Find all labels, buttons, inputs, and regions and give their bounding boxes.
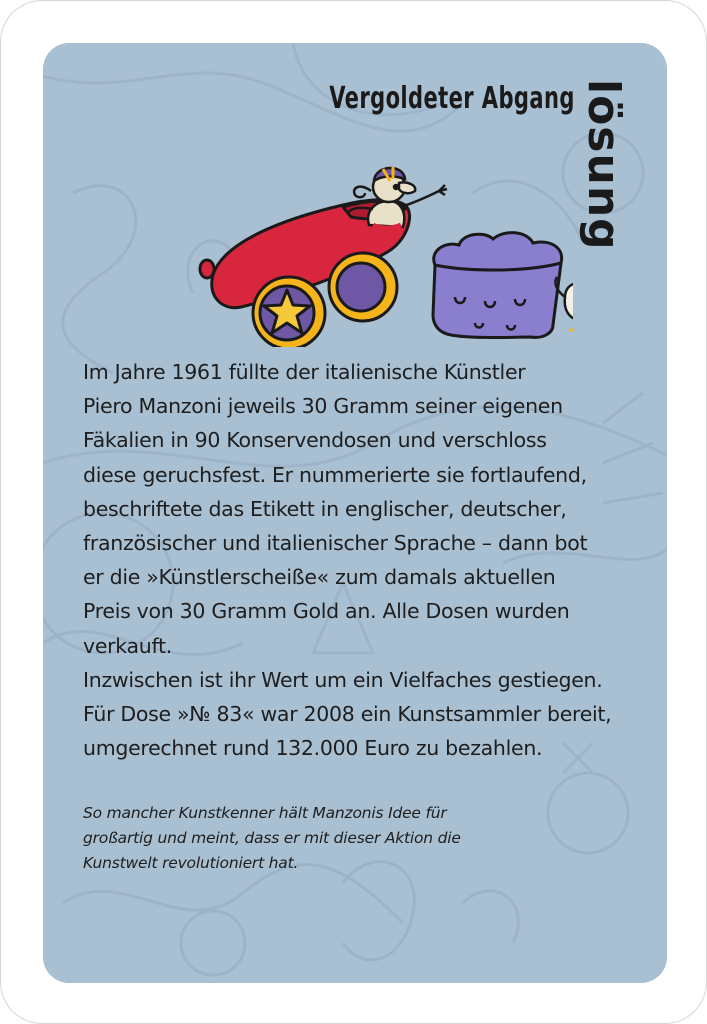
card-panel: [43, 43, 667, 983]
body-line: beschriftete das Etikett in englischer, deutscher,: [83, 496, 567, 521]
body-line: Fäkalien in 90 Konservendosen und verschloss: [83, 428, 547, 453]
note-line: großartig und meint, dass er mit dieser Aktion die: [83, 829, 461, 847]
body-line: Inzwischen ist ihr Wert um ein Vielfaches gestiegen.: [83, 667, 603, 692]
solution-label-text: lösung: [578, 79, 629, 251]
body-line: Im Jahre 1961 füllte der italienische Künstler: [83, 360, 526, 384]
body-line: er die »Künstlerscheiße« zum damals aktuellen: [83, 565, 556, 590]
italic-note: [83, 801, 623, 876]
solution-body-text: [83, 355, 653, 765]
body-line: Für Dose »№ 83« war 2008 ein Kunstsammler bereit,: [83, 702, 612, 727]
purple-cushion-illustration: [433, 233, 562, 338]
body-line: diese geruchsfest. Er nummerierte sie fortlaufend,: [83, 462, 587, 487]
body-line: verkauft.: [83, 633, 172, 658]
solution-side-label: [575, 79, 635, 289]
card-title: Vergoldeter Abgang: [329, 81, 575, 116]
body-line: Piero Manzoni jeweils 30 Gramm seiner eigenen: [83, 394, 563, 419]
body-line: umgerechnet rund 132.000 Euro zu bezahlen.: [83, 736, 543, 761]
body-line: französischer und italienischer Sprache – dann bot: [83, 531, 588, 556]
note-line: Kunstwelt revolutioniert hat.: [83, 854, 299, 872]
note-line: So mancher Kunstkenner hält Manzonis Idee für: [83, 804, 447, 822]
cannon-scene-illustration: [193, 147, 573, 347]
body-line: Preis von 30 Gramm Gold an. Alle Dosen wurden: [83, 599, 570, 624]
